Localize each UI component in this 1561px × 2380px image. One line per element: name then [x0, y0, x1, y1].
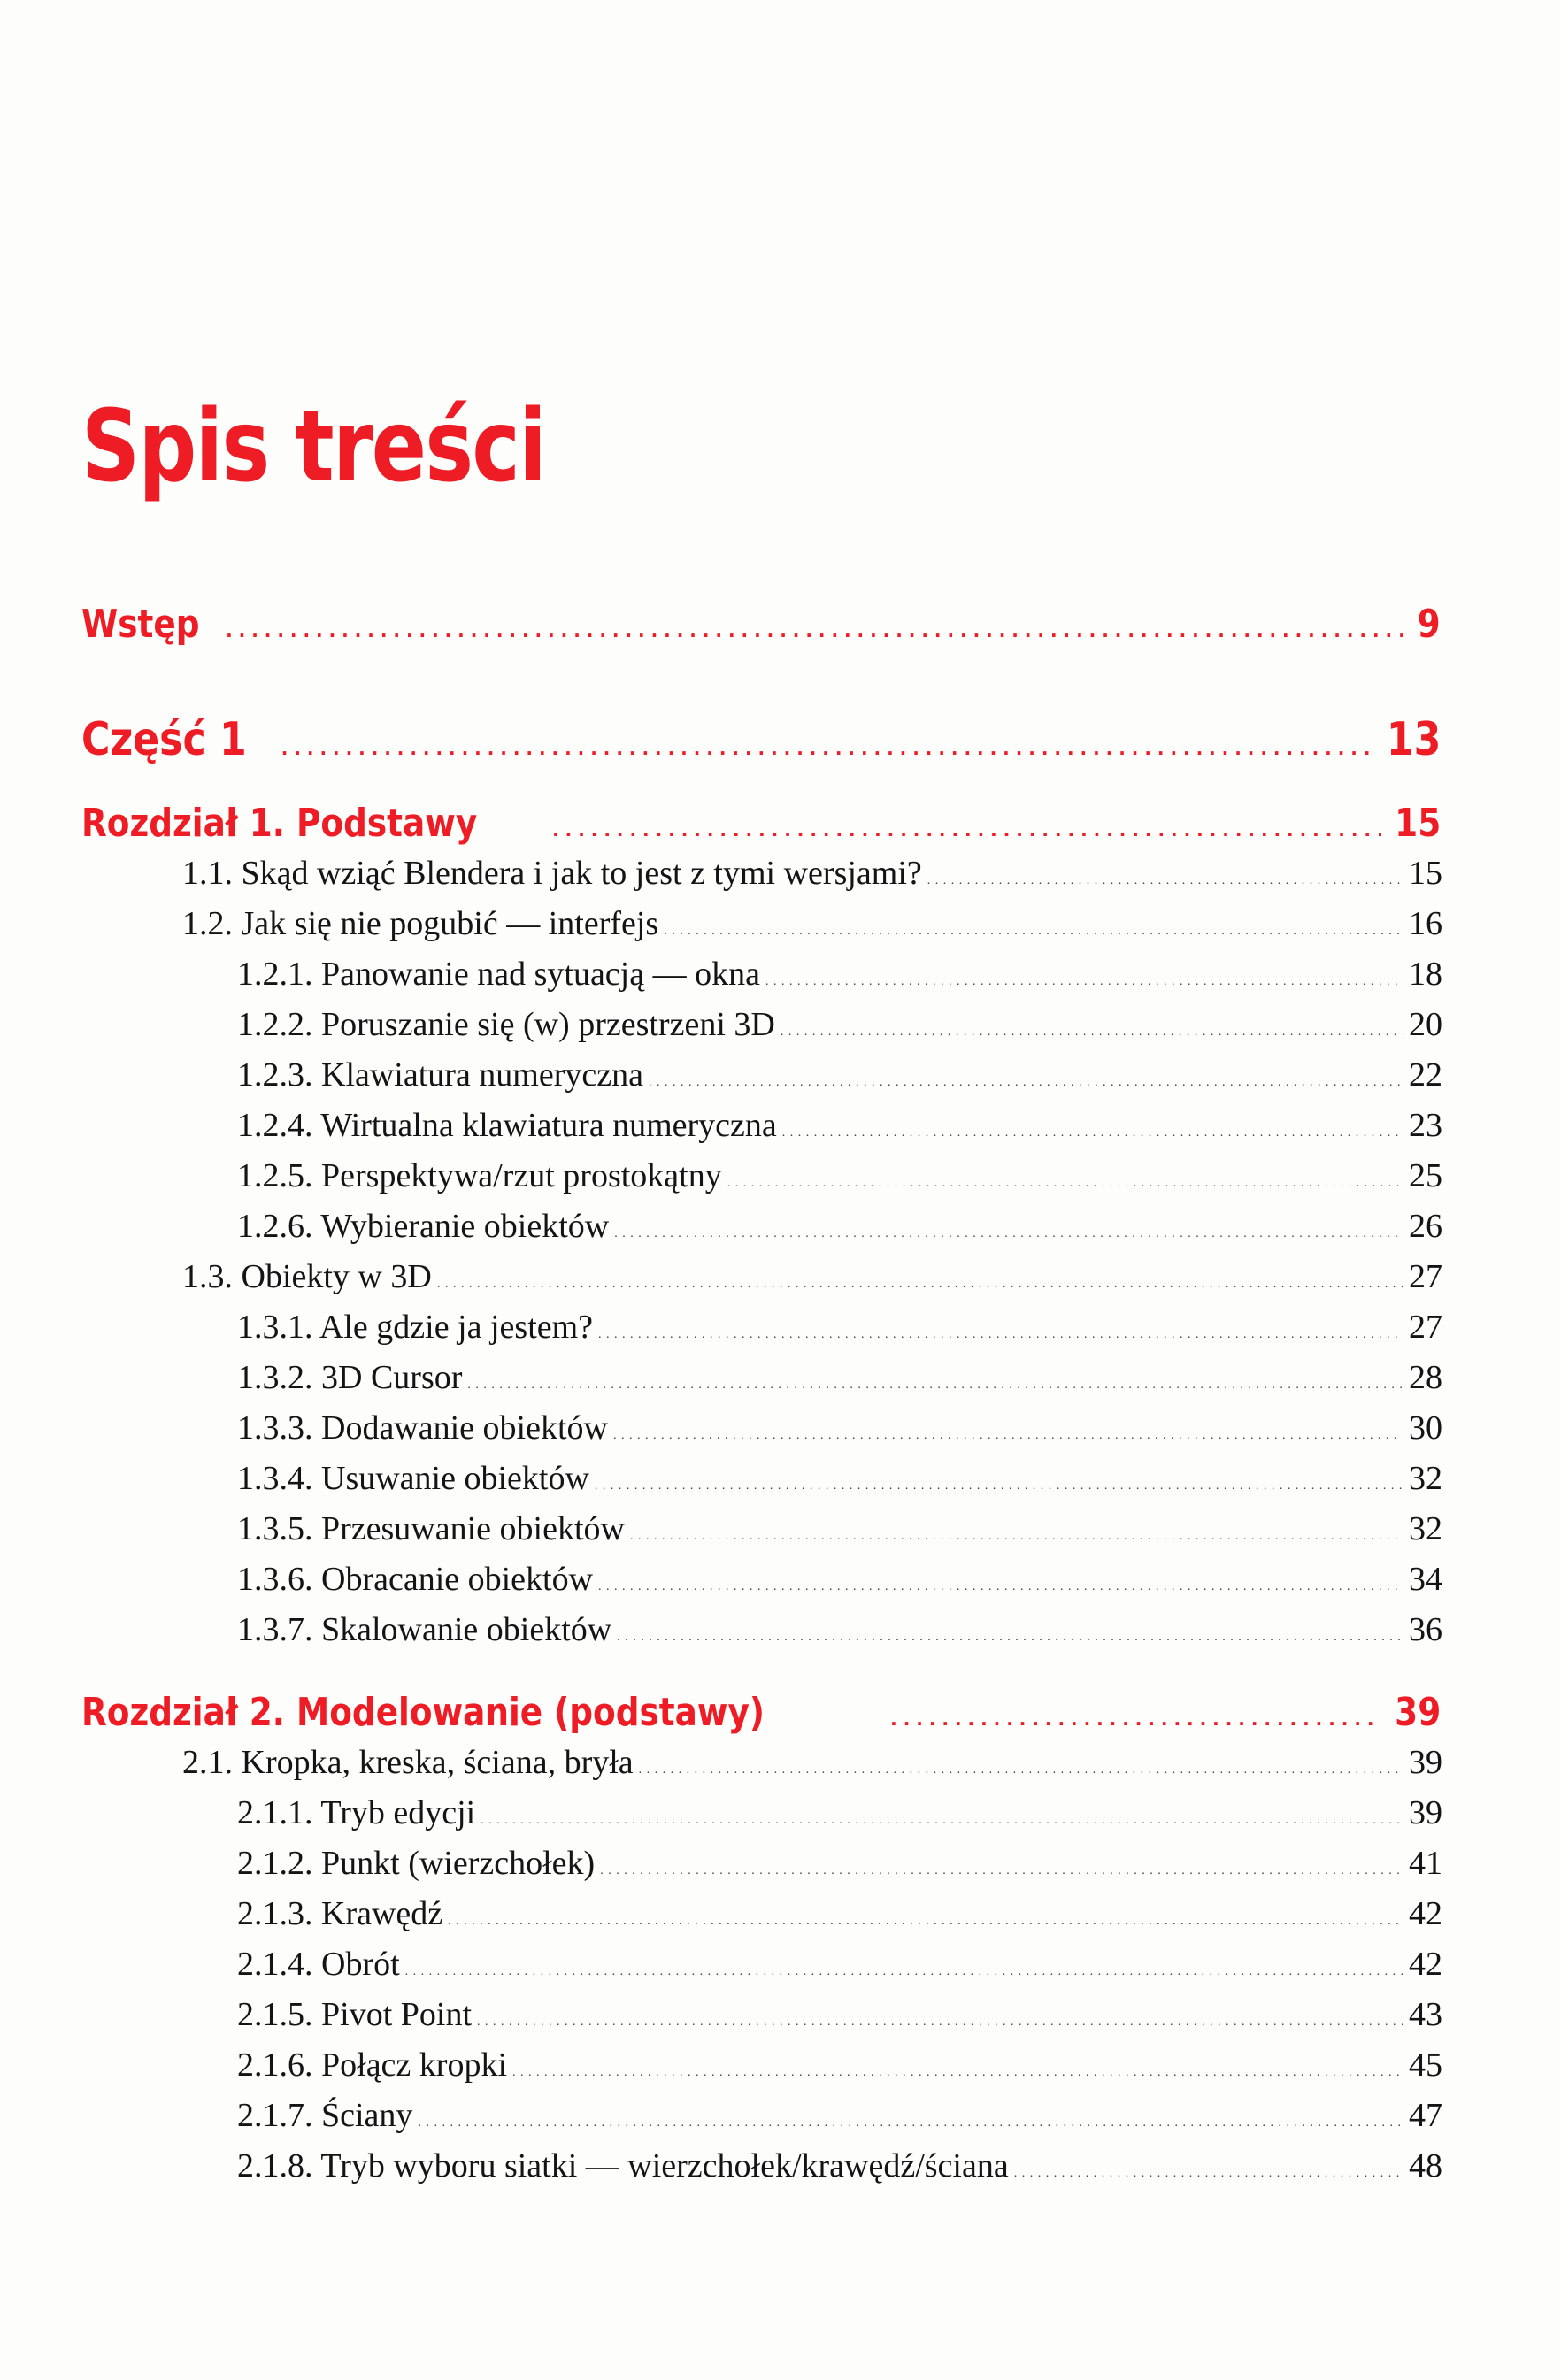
dot-leader: [927, 854, 1403, 893]
dot-leader: [481, 1793, 1403, 1832]
toc-entry-page: 9: [1417, 602, 1441, 647]
toc-entry-page: 39: [1394, 1690, 1441, 1735]
toc-entry-page: 30: [1409, 1409, 1442, 1447]
toc-entry-page: 23: [1409, 1107, 1442, 1144]
toc-entry-page: 45: [1409, 2046, 1442, 2084]
dot-leader: [448, 1894, 1403, 1933]
toc-entry-label: 2.1.4. Obrót: [237, 1946, 400, 1983]
toc-entry-page: 15: [1394, 801, 1441, 846]
toc-entry-label: 1.3. Obiekty w 3D: [182, 1258, 432, 1295]
toc-subentry[interactable]: [237, 1005, 1442, 1044]
toc-entry-page: 13: [1386, 713, 1441, 766]
toc-entry-chapter-2[interactable]: [81, 1690, 1441, 1735]
toc-entry-label: 1.2.1. Panowanie nad sytuacją — okna: [237, 956, 760, 993]
dot-leader: [418, 2096, 1403, 2135]
toc-subentry[interactable]: [237, 1509, 1442, 1548]
toc-entry-page: 22: [1409, 1056, 1442, 1094]
toc-entry-label: 1.2.3. Klawiatura numeryczna: [237, 1056, 643, 1094]
dot-leader: [649, 1056, 1403, 1094]
toc-subentry[interactable]: [237, 1358, 1442, 1397]
dot-leader: [281, 713, 1372, 766]
toc-entry-page: 32: [1409, 1460, 1442, 1497]
toc-subentry[interactable]: [237, 1409, 1442, 1447]
toc-entry-page: 48: [1409, 2147, 1442, 2184]
dot-leader: [598, 1560, 1403, 1599]
toc-subentry[interactable]: [237, 1793, 1442, 1832]
toc-entry-label: 2.1.3. Krawędź: [237, 1895, 443, 1932]
dot-leader: [613, 1409, 1403, 1447]
toc-entry-label: 1.3.1. Ale gdzie ja jestem?: [237, 1309, 594, 1346]
toc-entry-label: 2.1. Kropka, kreska, ściana, bryła: [182, 1744, 634, 1781]
toc-entry-page: 41: [1409, 1845, 1442, 1882]
dot-leader: [664, 904, 1403, 943]
dot-leader: [782, 1106, 1403, 1145]
toc-entry-label: 1.3.5. Przesuwanie obiektów: [237, 1510, 625, 1547]
dot-leader: [598, 1308, 1403, 1347]
toc-entry-label: 1.2. Jak się nie pogubić — interfejs: [182, 905, 659, 942]
toc-entry-label: 2.1.8. Tryb wyboru siatki — wierzchołek/krawędź/ściana: [237, 2147, 1009, 2184]
toc-entry-page: 27: [1409, 1309, 1442, 1346]
toc-entry-page: 16: [1409, 905, 1442, 942]
dot-leader: [780, 1005, 1403, 1044]
toc-entry-page: 20: [1409, 1006, 1442, 1043]
toc-entry-label: 2.1.7. Ściany: [237, 2097, 413, 2134]
toc-entry-part-1[interactable]: [81, 713, 1441, 766]
toc-entry-page: 18: [1409, 956, 1442, 993]
toc-subentry[interactable]: [237, 1894, 1442, 1933]
toc-entry-label: 1.3.3. Dodawanie obiektów: [237, 1409, 608, 1447]
dot-leader: [552, 801, 1381, 846]
dot-leader: [512, 2046, 1403, 2084]
toc-subentry[interactable]: [237, 2146, 1442, 2185]
toc-subentry[interactable]: [237, 2096, 1442, 2135]
dot-leader: [595, 1459, 1403, 1498]
toc-entry-intro[interactable]: [81, 602, 1441, 647]
toc-subentry[interactable]: [182, 1743, 1442, 1782]
dot-leader: [765, 955, 1403, 994]
toc-entry-page: 36: [1409, 1611, 1442, 1648]
toc-entry-label: Wstęp: [81, 602, 200, 647]
toc-subentry[interactable]: [237, 2046, 1442, 2084]
toc-subentry[interactable]: [237, 1308, 1442, 1347]
toc-entry-label: 1.2.5. Perspektywa/rzut prostokątny: [237, 1157, 722, 1194]
toc-subentry[interactable]: [237, 1106, 1442, 1145]
toc-entry-page: 25: [1409, 1157, 1442, 1194]
toc-entry-label: 1.2.6. Wybieranie obiektów: [237, 1208, 610, 1245]
toc-subentry[interactable]: [182, 904, 1442, 943]
toc-entry-label: 1.3.7. Skalowanie obiektów: [237, 1611, 612, 1648]
toc-entry-label: 2.1.2. Punkt (wierzchołek): [237, 1845, 596, 1882]
toc-subentry[interactable]: [182, 1257, 1442, 1296]
toc-entry-page: 27: [1409, 1258, 1442, 1295]
toc-entry-chapter-1[interactable]: [81, 801, 1441, 846]
toc-entry-page: 42: [1409, 1895, 1442, 1932]
toc-subentry[interactable]: [237, 1844, 1442, 1883]
dot-leader: [226, 602, 1408, 647]
toc-entry-page: 39: [1409, 1794, 1442, 1831]
dot-leader: [405, 1945, 1403, 1984]
toc-entry-label: 2.1.1. Tryb edycji: [237, 1794, 476, 1831]
toc-entry-label: 1.3.4. Usuwanie obiektów: [237, 1460, 589, 1497]
toc-subentry[interactable]: [237, 1995, 1442, 2034]
toc-subentry[interactable]: [237, 1056, 1442, 1094]
toc-entry-page: 15: [1409, 855, 1442, 892]
dot-leader: [630, 1509, 1403, 1548]
toc-subentry[interactable]: [237, 1560, 1442, 1599]
toc-entry-page: 43: [1409, 1996, 1442, 2033]
toc-subentry[interactable]: [237, 1945, 1442, 1984]
dot-leader: [617, 1610, 1403, 1649]
dot-leader: [467, 1358, 1403, 1397]
toc-subentry[interactable]: [237, 1156, 1442, 1195]
toc-entry-page: 39: [1409, 1744, 1442, 1781]
toc-entry-page: 42: [1409, 1946, 1442, 1983]
dot-leader: [639, 1743, 1403, 1782]
page-title: Spis treści: [81, 389, 546, 504]
toc-entry-page: 32: [1409, 1510, 1442, 1547]
dot-leader: [437, 1257, 1403, 1296]
toc-entry-page: 34: [1409, 1561, 1442, 1598]
dot-leader: [1014, 2146, 1403, 2185]
dot-leader: [890, 1690, 1381, 1735]
toc-entry-label: 2.1.5. Pivot Point: [237, 1996, 472, 2033]
toc-entry-label: 1.2.4. Wirtualna klawiatura numeryczna: [237, 1107, 777, 1144]
dot-leader: [477, 1995, 1403, 2034]
dot-leader: [614, 1207, 1403, 1246]
toc-subentry[interactable]: [237, 1610, 1442, 1649]
toc-entry-label: Rozdział 1. Podstawy: [81, 801, 478, 846]
toc-entry-label: 1.3.6. Obracanie obiektów: [237, 1561, 594, 1598]
toc-entry-page: 47: [1409, 2097, 1442, 2134]
toc-entry-label: 1.2.2. Poruszanie się (w) przestrzeni 3D: [237, 1006, 775, 1043]
toc-entry-label: 1.3.2. 3D Cursor: [237, 1359, 463, 1396]
toc-subentry[interactable]: [237, 955, 1442, 994]
toc-subentry[interactable]: [237, 1207, 1442, 1246]
toc-subentry[interactable]: [237, 1459, 1442, 1498]
toc-entry-label: Część 1: [81, 713, 247, 766]
dot-leader: [727, 1156, 1403, 1195]
toc-entry-label: Rozdział 2. Modelowanie (podstawy): [81, 1690, 765, 1735]
toc-subentry[interactable]: [182, 854, 1442, 893]
toc-entry-page: 26: [1409, 1208, 1442, 1245]
toc-entry-label: 1.1. Skąd wziąć Blendera i jak to jest z tymi wersjami?: [182, 855, 922, 892]
toc-entry-label: 2.1.6. Połącz kropki: [237, 2046, 508, 2084]
toc-entry-page: 28: [1409, 1359, 1442, 1396]
dot-leader: [600, 1844, 1403, 1883]
